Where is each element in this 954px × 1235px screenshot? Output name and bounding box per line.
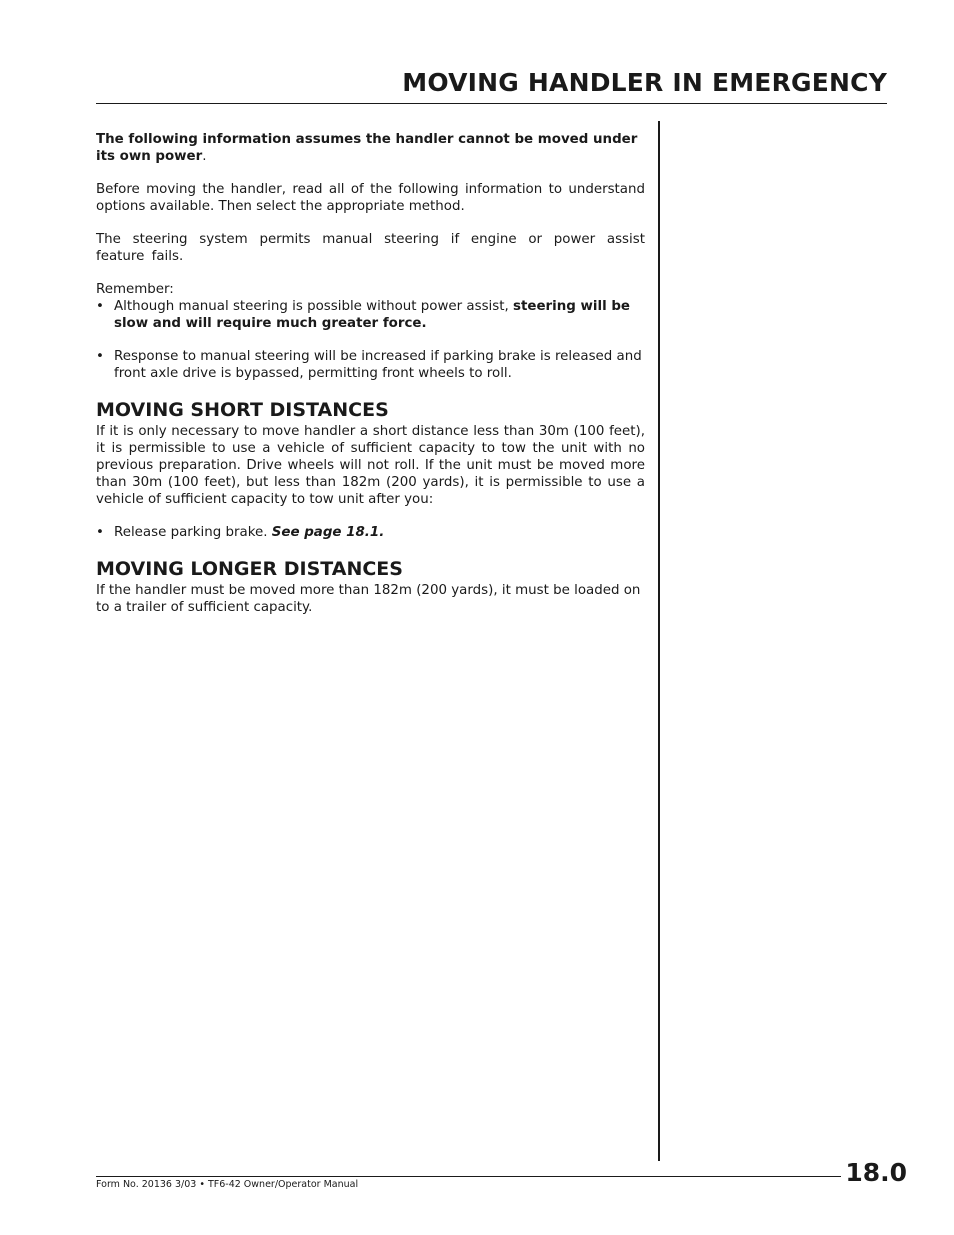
short-distances-list [96,524,645,541]
page-title: MOVING HANDLER IN EMERGENCY [402,68,887,97]
page-number: 18.0 [845,1158,907,1187]
intro-assumption-bold: The following information assumes the handler cannot be moved under its own power [96,132,638,164]
page-reference: See page 18.1. [271,525,385,540]
remember-label: Remember: [96,282,174,297]
footer-divider [96,1176,841,1177]
column-divider [658,121,660,1161]
intro-assumption [96,131,645,165]
intro-before-moving: Before moving the handler, read all of the following information to understand options available. Then select the appropriate method. [96,182,645,214]
list-item [96,348,645,382]
intro-steering-system: The steering system permits manual steering if engine or power assist feature fails. [96,232,645,264]
title-divider [96,103,887,104]
main-content [96,131,645,632]
intro-assumption-end: . [202,149,207,164]
footer-form-info: Form No. 20136 3/03 • TF6-42 Owner/Operator Manual [96,1179,359,1190]
list-item [96,298,645,332]
section-heading-short-distances: MOVING SHORT DISTANCES [96,399,389,421]
remember-list [96,298,645,382]
section-heading-longer-distances: MOVING LONGER DISTANCES [96,558,403,580]
bullet-bold: steering will be slow and will require much greater force. [114,299,630,331]
short-distances-body: If it is only necessary to move handler a short distance less than 30m (100 feet), it is permissible to use a vehicle of sufficient capacity to tow the unit with no previous preparation. Drive wheels will not roll. If the unit must be moved more than 30m (100 feet), but less than 182m (200 yards), it is permissible to use a vehicle of sufficient capacity to tow unit after you: [96,424,645,507]
bullet-text: Response to manual steering will be increased if parking brake is released and front axle drive is bypassed, permitting front wheels to roll. [114,349,642,381]
longer-distances-body: If the handler must be moved more than 182m (200 yards), it must be loaded on to a trailer of sufficient capacity. [96,583,641,615]
list-item [96,524,645,541]
bullet-text: Release parking brake. [114,525,272,540]
bullet-text: Although manual steering is possible without power assist, [114,299,514,314]
